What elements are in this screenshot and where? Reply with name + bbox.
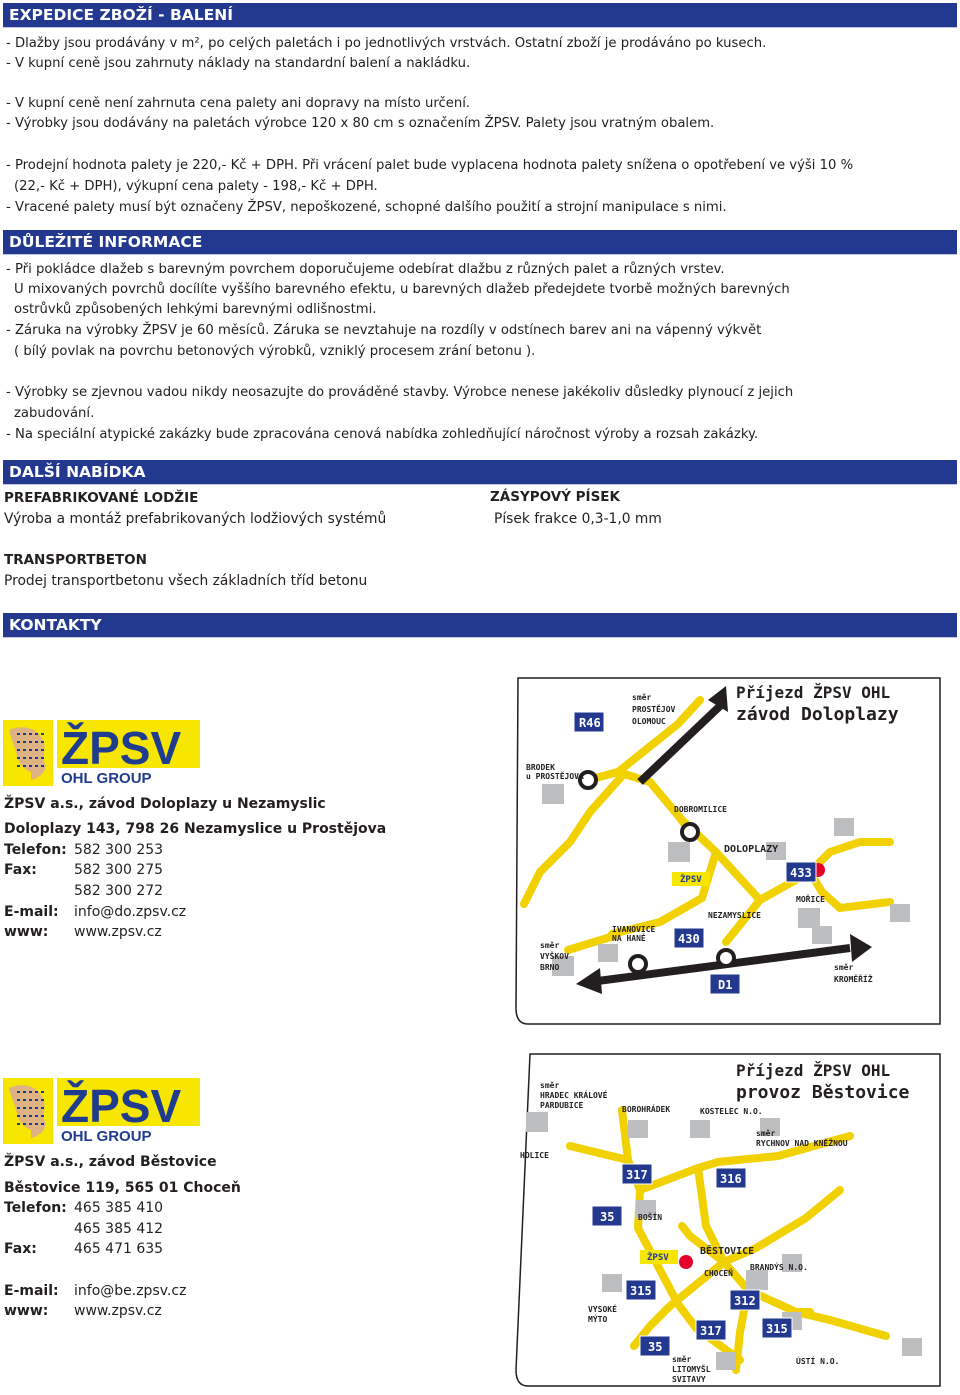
text-line: - Vracené palety musí být označeny ŽPSV, nepoškozené, schopné dalšího použití a strojní manipulace s nimi. [6, 200, 727, 215]
svg-text:směr: směr [672, 1355, 692, 1364]
text-line: - V kupní ceně není zahrnuta cena palety ani dopravy na místo určení. [6, 96, 471, 111]
svg-text:OLOMOUC: OLOMOUC [632, 717, 666, 726]
svg-text:317: 317 [626, 1168, 648, 1182]
svg-text:IVANOVICE: IVANOVICE [612, 925, 656, 934]
contact-row: 582 300 272 [74, 883, 164, 899]
text-line: - Prodejní hodnota palety je 220,- Kč + DPH. Při vrácení palet bude vyplacena hodnota palety snížena o opotřebení ve výši 10 % [6, 158, 854, 173]
contact-row: Fax: 582 300 275 [4, 862, 164, 878]
contact-row: 465 385 412 [74, 1221, 164, 1237]
svg-text:317: 317 [700, 1324, 722, 1338]
svg-text:SVITAVY: SVITAVY [672, 1375, 706, 1384]
svg-text:HRADEC KRÁLOVÉ: HRADEC KRÁLOVÉ [540, 1091, 608, 1100]
text-line: ostrůvků způsobených lehkými barevnými odlišnostmi. [14, 302, 377, 317]
svg-text:315: 315 [630, 1284, 652, 1298]
svg-text:D1: D1 [718, 978, 733, 992]
logo-brand: ŽPSV [61, 722, 182, 774]
svg-text:VYSOKÉ: VYSOKÉ [588, 1305, 617, 1314]
section-header-kontakty: KONTAKTY [3, 613, 957, 638]
zpsv-logo [3, 720, 203, 786]
offer-text: Prodej transportbetonu všech základních tříd betonu [4, 573, 368, 589]
text-line: (22,- Kč + DPH), výkupní cena palety - 198,- Kč + DPH. [14, 179, 378, 194]
map-bestovice [510, 1050, 950, 1392]
svg-text:RYCHNOV NAD KNĚŽNOU: RYCHNOV NAD KNĚŽNOU [756, 1139, 848, 1148]
logo-brand: ŽPSV [61, 1080, 182, 1132]
logo-sub: OHL GROUP [61, 1128, 152, 1144]
contact-row: E-mail: info@do.zpsv.cz [4, 904, 187, 920]
svg-text:provoz Běstovice: provoz Běstovice [736, 1082, 910, 1103]
svg-text:KROMĚŘÍŽ: KROMĚŘÍŽ [834, 975, 873, 984]
svg-text:BĚSTOVICE: BĚSTOVICE [700, 1246, 755, 1257]
contact-row: Fax: 465 471 635 [4, 1241, 164, 1257]
text-line: - Dlažby jsou prodávány v m², po celých paletách i po jednotlivých vrstvách. Ostatní zboží je prodáváno po kusech. [6, 36, 767, 51]
svg-text:315: 315 [766, 1322, 788, 1336]
email-link[interactable]: info@do.zpsv.cz [74, 904, 187, 920]
svg-text:směr: směr [540, 941, 560, 950]
svg-text:433: 433 [790, 866, 812, 880]
email-link[interactable]: info@be.zpsv.cz [74, 1283, 187, 1299]
contact-row: Telefon: 582 300 253 [4, 842, 164, 858]
map-doloplazy [510, 672, 950, 1032]
section-header-expedice: EXPEDICE ZBOŽÍ - BALENÍ [3, 3, 957, 28]
offer-text: Výroba a montáž prefabrikovaných lodžiových systémů [4, 511, 387, 527]
section-header-dalsi: DALŠÍ NABÍDKA [3, 460, 957, 485]
offer-text: Písek frakce 0,3-1,0 mm [494, 511, 662, 527]
contact-name: ŽPSV a.s., závod Doloplazy u Nezamyslic [4, 796, 326, 812]
svg-text:BOŠÍN: BOŠÍN [638, 1213, 663, 1222]
svg-text:směr: směr [540, 1081, 560, 1090]
zpsv-logo [3, 1078, 203, 1144]
section-header-dulezite: DŮLEŽITÉ INFORMACE [3, 230, 957, 255]
svg-text:KOSTELEC N.O.: KOSTELEC N.O. [700, 1107, 763, 1116]
svg-text:VYŠKOV: VYŠKOV [540, 952, 569, 961]
svg-text:ŽPSV: ŽPSV [680, 875, 702, 885]
svg-text:430: 430 [678, 932, 700, 946]
svg-text:BRODEK: BRODEK [526, 763, 555, 772]
contact-name: ŽPSV a.s., závod Běstovice [4, 1154, 217, 1170]
svg-text:BRNO: BRNO [540, 963, 560, 972]
svg-text:NA HANÉ: NA HANÉ [612, 934, 646, 943]
svg-text:316: 316 [720, 1172, 742, 1186]
offer-heading: TRANSPORTBETON [4, 552, 147, 568]
text-line: - Výrobky jsou dodávány na paletách výrobce 120 x 80 cm s označením ŽPSV. Palety jsou vratným obalem. [6, 116, 715, 131]
svg-text:PROSTĚJOV: PROSTĚJOV [632, 705, 676, 714]
svg-text:závod Doloplazy: závod Doloplazy [736, 704, 899, 725]
contact-row: Telefon: 465 385 410 [4, 1200, 164, 1216]
svg-text:MOŘICE: MOŘICE [796, 895, 825, 904]
svg-text:BRANDÝS N.O.: BRANDÝS N.O. [750, 1263, 808, 1272]
svg-text:312: 312 [734, 1294, 756, 1308]
svg-text:NEZAMYSLICE: NEZAMYSLICE [708, 911, 761, 920]
svg-text:směr: směr [632, 693, 652, 702]
svg-text:DOLOPLAZY: DOLOPLAZY [724, 844, 779, 855]
text-line: - Výrobky se zjevnou vadou nikdy neosazujte do prováděné stavby. Výrobce nenese jakékoliv důsledky plynoucí z jejich [6, 385, 794, 400]
text-line: ( bílý povlak na povrchu betonových výrobků, vzniklý procesem zrání betonu ). [14, 344, 536, 359]
svg-text:u PROSTĚJOVA: u PROSTĚJOVA [526, 772, 584, 781]
offer-heading: ZÁSYPOVÝ PÍSEK [490, 489, 620, 505]
contact-address: Běstovice 119, 565 01 Choceň [4, 1180, 241, 1196]
svg-text:CHOCEŇ: CHOCEŇ [704, 1269, 733, 1278]
text-line: U mixovaných povrchů docílíte vyššího barevného efektu, u barevných dlažeb předejdete tvorbě možných barevných [14, 282, 790, 297]
svg-text:Příjezd ŽPSV OHL: Příjezd ŽPSV OHL [736, 683, 891, 702]
contact-address: Doloplazy 143, 798 26 Nezamyslice u Prostějova [4, 821, 387, 837]
text-line: - V kupní ceně jsou zahrnuty náklady na standardní balení a nakládku. [6, 56, 471, 71]
svg-text:LITOMYŠL: LITOMYŠL [672, 1365, 711, 1374]
web-link[interactable]: www.zpsv.cz [74, 924, 162, 940]
offer-heading: PREFABRIKOVANÉ LODŽIE [4, 490, 199, 506]
svg-text:Příjezd ŽPSV OHL: Příjezd ŽPSV OHL [736, 1061, 891, 1080]
svg-text:směr: směr [756, 1129, 776, 1138]
text-line: - Záruka na výrobky ŽPSV je 60 měsíců. Záruka se nevztahuje na rozdíly v odstínech barev ani na vápenný výkvět [6, 323, 762, 338]
svg-text:ÚSTÍ N.O.: ÚSTÍ N.O. [796, 1357, 840, 1366]
svg-text:R46: R46 [579, 716, 601, 730]
svg-text:35: 35 [600, 1210, 615, 1224]
svg-text:ŽPSV: ŽPSV [647, 1253, 669, 1263]
contact-row: E-mail: info@be.zpsv.cz [4, 1283, 187, 1299]
contact-row: www: www.zpsv.cz [4, 924, 162, 940]
text-line: - Při pokládce dlažeb s barevným povrchem doporučujeme odebírat dlažbu z různých palet a různých vrstev. [6, 262, 725, 277]
svg-text:MÝTO: MÝTO [588, 1315, 608, 1324]
text-line: - Na speciální atypické zakázky bude zpracována cenová nabídka zohledňující náročnost výroby a rozsah zakázky. [6, 427, 759, 442]
svg-text:PARDUBICE: PARDUBICE [540, 1101, 584, 1110]
contact-row: www: www.zpsv.cz [4, 1303, 162, 1319]
svg-text:DOBROMILICE: DOBROMILICE [674, 805, 727, 814]
text-line: zabudování. [14, 406, 95, 421]
logo-sub: OHL GROUP [61, 770, 152, 786]
web-link[interactable]: www.zpsv.cz [74, 1303, 162, 1319]
svg-text:HOLICE: HOLICE [520, 1151, 549, 1160]
svg-text:směr: směr [834, 963, 854, 972]
svg-text:BOROHRÁDEK: BOROHRÁDEK [622, 1105, 671, 1114]
svg-text:35: 35 [648, 1340, 663, 1354]
